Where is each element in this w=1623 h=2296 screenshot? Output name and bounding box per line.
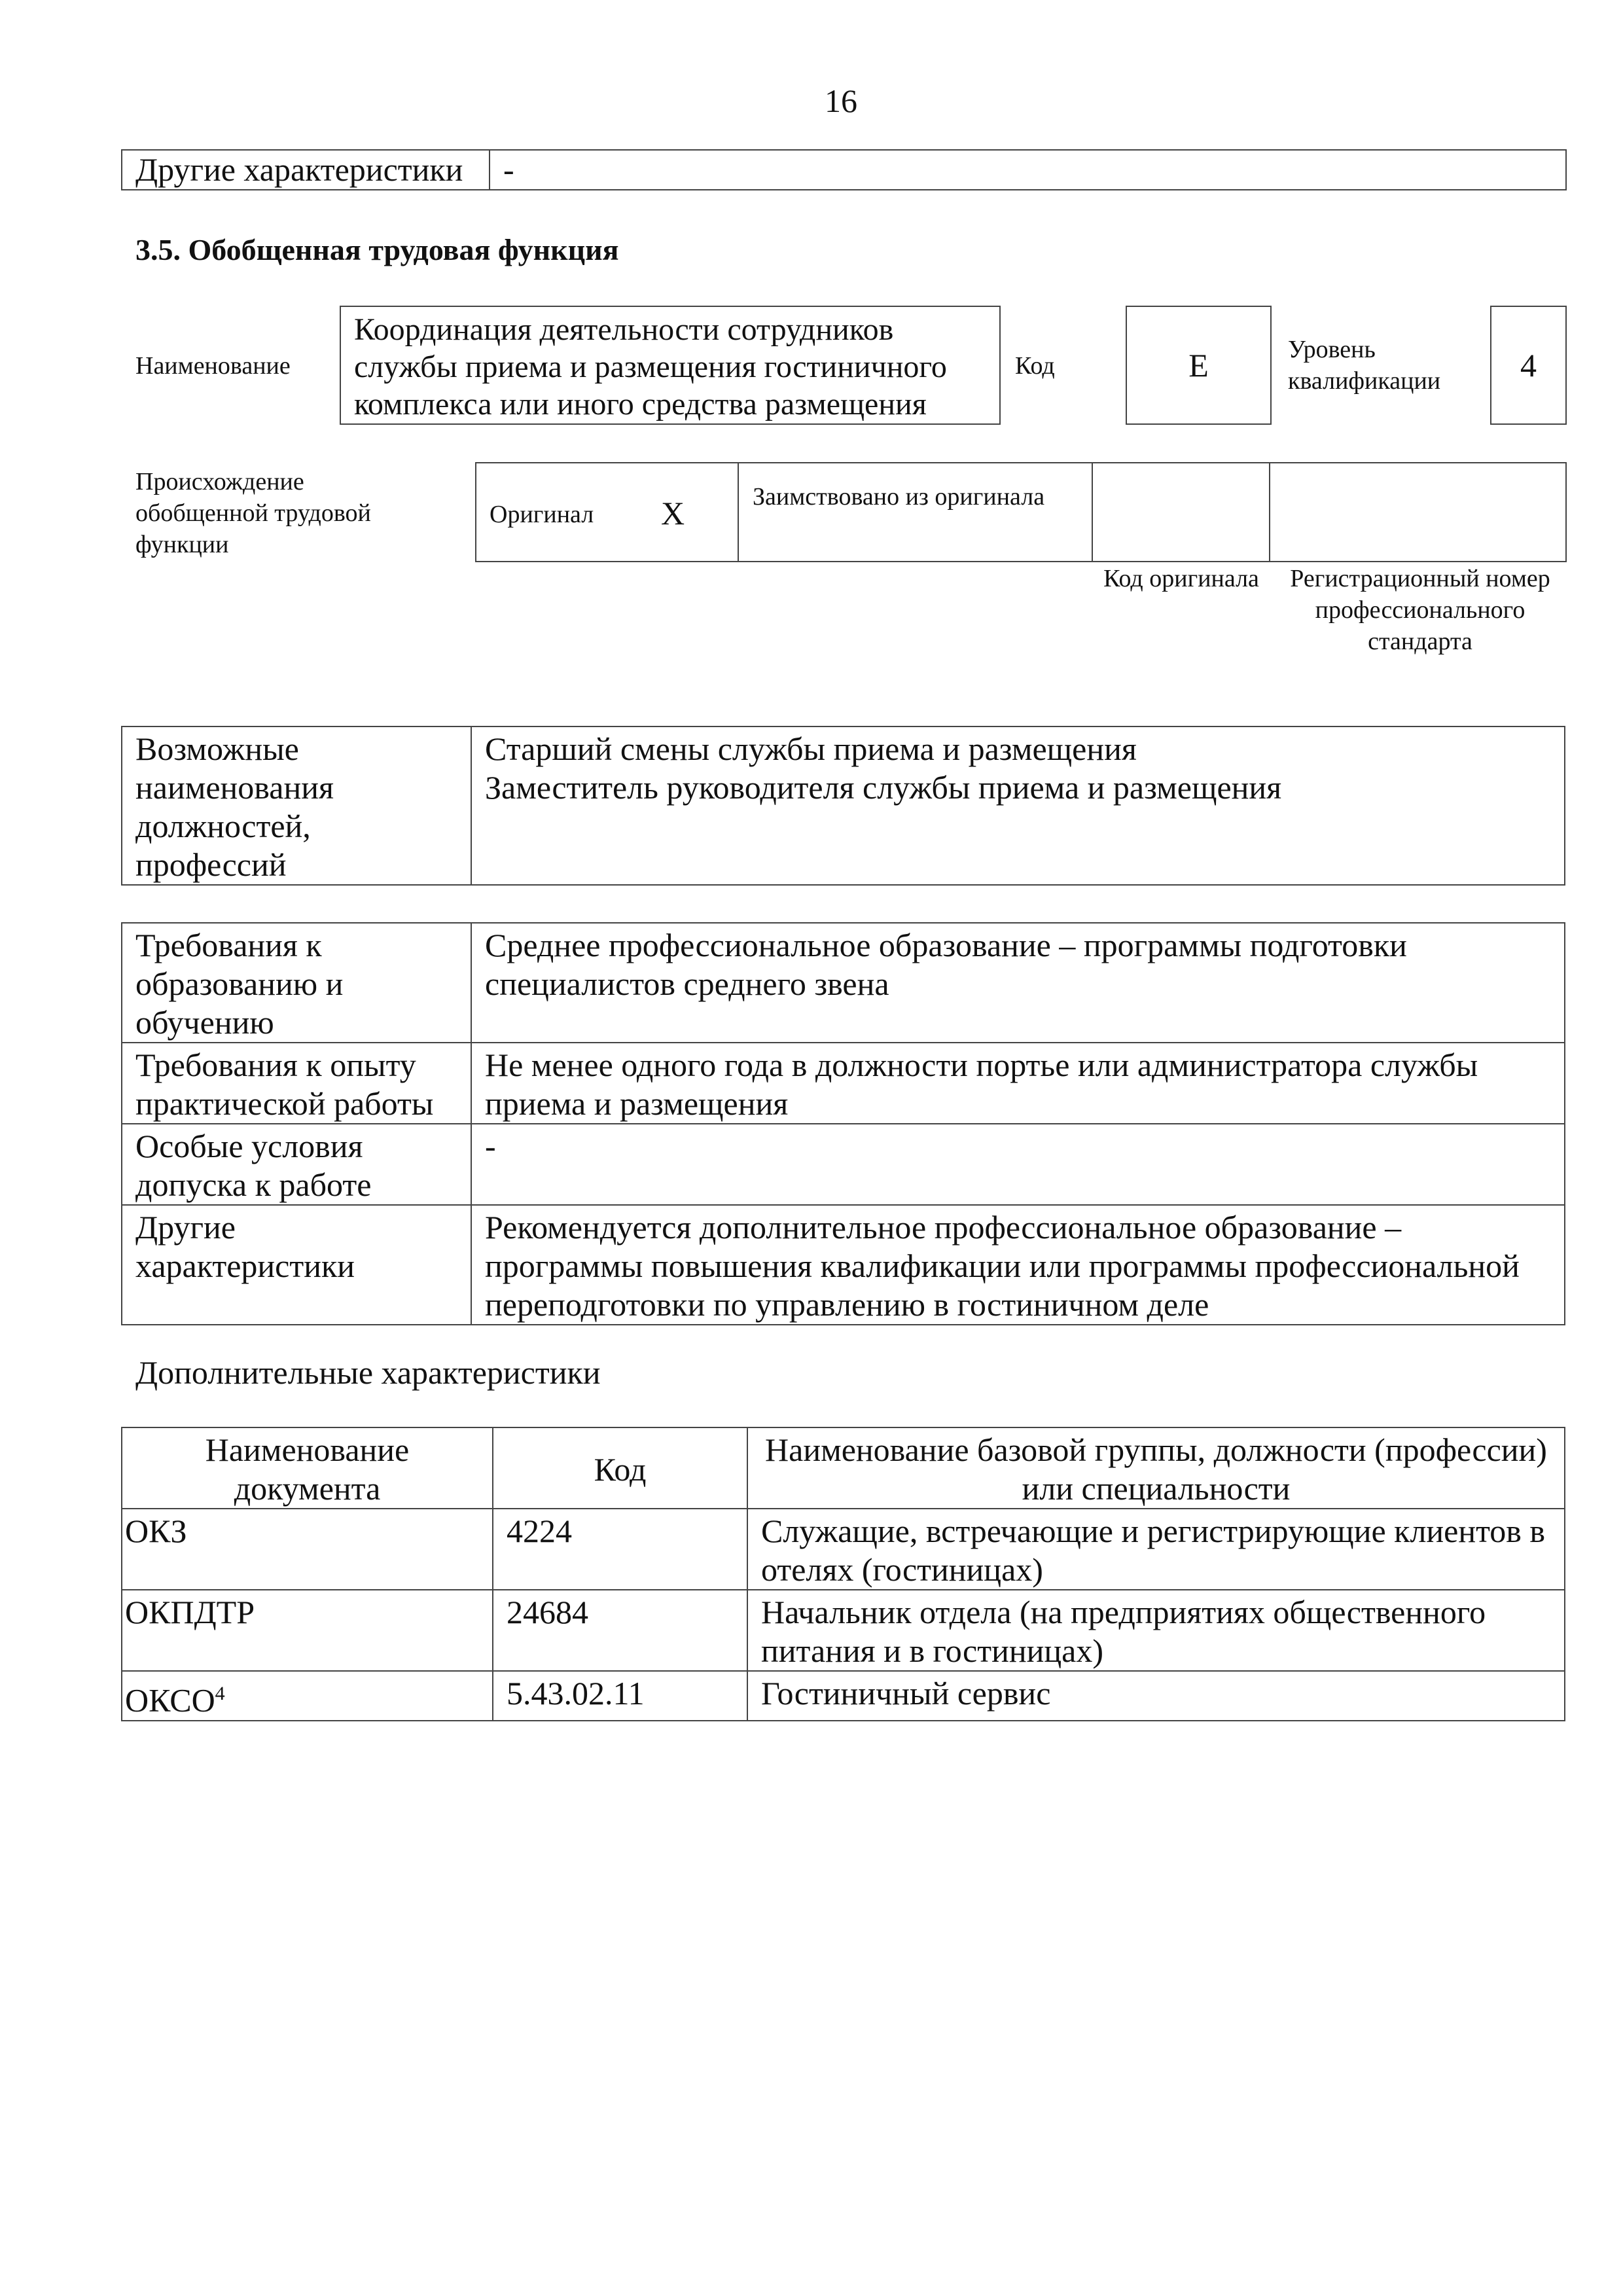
doc-cell: ОКЗ [122, 1509, 493, 1590]
reg-number-caption: Регистрационный номер профессионального стандарта [1290, 565, 1550, 655]
requirement-label: Требования к образованию и обучению [122, 923, 471, 1043]
code-cell: 4224 [493, 1509, 747, 1590]
name-label: Наименование [135, 352, 291, 380]
positions-table [121, 726, 1565, 886]
borrowed-label: Заимствовано из оригинала [753, 483, 1045, 511]
original-label: Оригинал [490, 501, 594, 528]
requirement-value: Не менее одного года в должности портье или администратора службы приема и размещения [471, 1043, 1565, 1124]
gtf-name-box: Координация деятельности сотрудников службы приема и размещения гостиничного комплекса или иного средства размещения [340, 306, 1001, 425]
code-cell: 24684 [493, 1590, 747, 1671]
header-doc: Наименование документа [122, 1427, 493, 1509]
label: Другие характеристики [122, 150, 490, 190]
position-item: Заместитель руководителя службы приема и размещения [485, 769, 1282, 806]
divider [738, 462, 739, 562]
positions-label: Возможные наименования должностей, профессий [122, 726, 471, 885]
code-original-caption: Код оригинала [1103, 565, 1259, 592]
origin-label: Происхождение обобщенной трудовой функции [135, 468, 371, 558]
header-name: Наименование базовой группы, должности (профессии) или специальности [747, 1427, 1565, 1509]
name-cell: Гостиничный сервис [747, 1671, 1565, 1721]
footnote-ref[interactable]: 4 [215, 1683, 225, 1704]
requirement-value: Рекомендуется дополнительное профессиональное образование – программы повышения квалификации или программы профессиональной переподготовки по управлению в гостиничном деле [471, 1205, 1565, 1325]
requirement-value: - [471, 1124, 1565, 1205]
top-other-characteristics-table [121, 149, 1567, 190]
code-value-box: E [1126, 306, 1272, 425]
requirement-label: Особые условия допуска к работе [122, 1124, 471, 1205]
additional-title: Дополнительные характеристики [135, 1354, 601, 1391]
requirement-label: Требования к опыту практической работы [122, 1043, 471, 1124]
divider [1092, 462, 1093, 562]
divider [1269, 462, 1270, 562]
requirement-label: Другие характеристики [122, 1205, 471, 1325]
header-code: Код [493, 1427, 747, 1509]
doc-cell: ОКПДТР [122, 1590, 493, 1671]
code-cell: 5.43.02.11 [493, 1671, 747, 1721]
section-title: 3.5. Обобщенная трудовая функция [135, 233, 619, 266]
page-number: 16 [825, 82, 857, 119]
additional-table [121, 1427, 1565, 1721]
requirements-table [121, 922, 1565, 1325]
requirement-value: Среднее профессиональное образование – программы подготовки специалистов среднего звена [471, 923, 1565, 1043]
original-mark: X [661, 495, 685, 531]
value: - [490, 150, 1566, 190]
level-value-box: 4 [1490, 306, 1567, 425]
name-cell: Служащие, встречающие и регистрирующие клиентов в отелях (гостиницах) [747, 1509, 1565, 1590]
name-cell: Начальник отдела (на предприятиях общественного питания и в гостиницах) [747, 1590, 1565, 1671]
code-label: Код [1015, 352, 1055, 380]
level-label: Уровень квалификации [1288, 336, 1441, 395]
position-item: Старший смены службы приема и размещения [485, 730, 1137, 767]
doc-cell: ОКСО [125, 1681, 215, 1719]
